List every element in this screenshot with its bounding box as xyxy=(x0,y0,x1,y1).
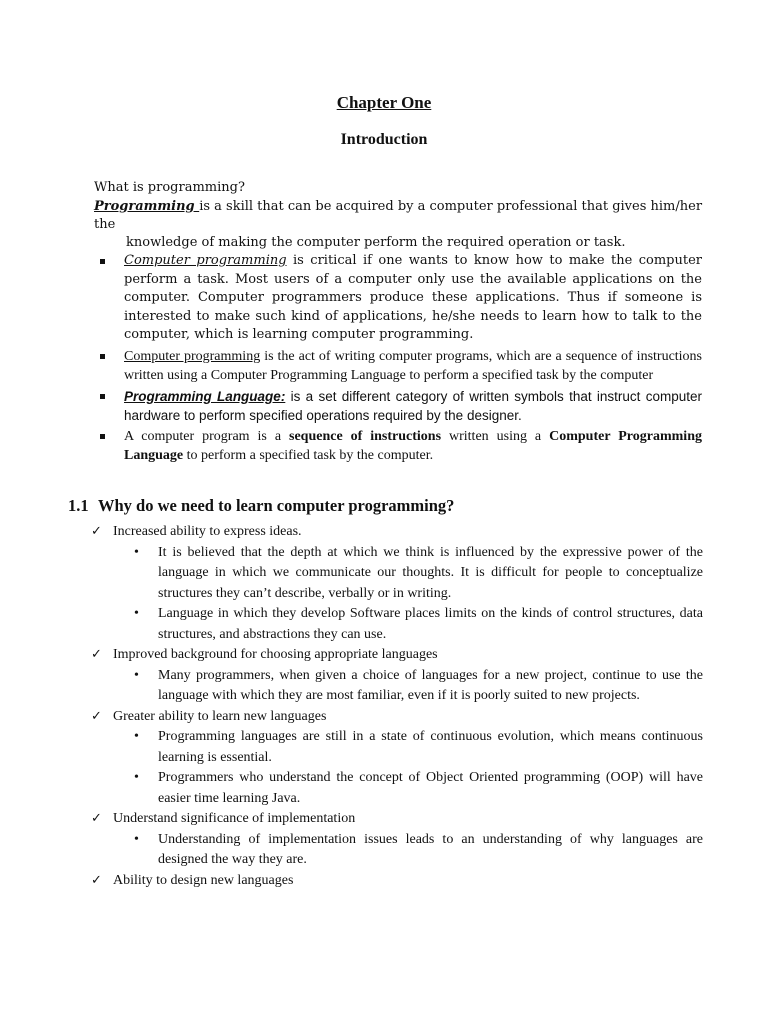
bullet-term: Computer programming xyxy=(124,253,287,268)
bullet-body-part: written using a xyxy=(441,428,550,444)
dot-bullet-icon: • xyxy=(134,729,139,744)
sub-item-text: It is believed that the depth at which we think is influenced by the expressive power of the language in which we communicate our thoughts. It is difficult for people to conceptualize structures they can’t describe, verbally or in writing. xyxy=(158,544,703,601)
list-item xyxy=(100,427,702,465)
bullet-body-part: A computer program is a xyxy=(124,428,289,444)
bullet-body: is a set different category of written symbols that instruct computer hardware to perform specified operations required by the designer. xyxy=(124,388,702,423)
sub-item-text: Programmers who understand the concept of Object Oriented programming (OOP) will have easier time learning Java. xyxy=(158,770,703,806)
dot-bullet-icon: • xyxy=(134,831,139,847)
bullet-body: is the act of writing computer programs, which are a sequence of instructions written using a Computer Programming Language to perform a specified task by the computer xyxy=(124,348,703,383)
checklist-label: Ability to design new languages xyxy=(113,872,294,888)
intro-question: What is programming? xyxy=(94,180,245,195)
checklist-item xyxy=(91,871,703,892)
section-heading xyxy=(68,496,454,516)
checklist-row xyxy=(91,522,703,543)
checklist-item xyxy=(91,809,703,871)
sub-item-text: Programming languages are still in a state of continuous evolution, which means continuous learning is essential. xyxy=(158,729,703,765)
checklist-label: Understand significance of implementation xyxy=(113,811,356,826)
checklist-label: Increased ability to express ideas. xyxy=(113,524,302,539)
sub-item xyxy=(134,830,703,871)
bullet-bold-phrase: sequence of instructions xyxy=(289,428,442,444)
square-bullet-icon xyxy=(100,434,105,439)
bullet-text xyxy=(124,427,702,465)
bullet-bold-phrase: Computer Programming Language xyxy=(124,428,702,463)
square-bullet-icon xyxy=(100,394,105,399)
list-item xyxy=(100,387,702,425)
bullet-text xyxy=(124,252,702,345)
list-item xyxy=(100,252,702,345)
checklist-item xyxy=(91,645,703,707)
check-icon: ✓ xyxy=(91,872,102,888)
bullet-term: Programming Language: xyxy=(124,388,286,404)
sub-item xyxy=(134,727,703,768)
checklist-row xyxy=(91,707,703,728)
checklist-item xyxy=(91,522,703,645)
bullet-text xyxy=(124,347,702,385)
chapter-subtitle: Introduction xyxy=(340,131,428,148)
check-icon: ✓ xyxy=(91,647,102,662)
checklist-row xyxy=(91,871,703,892)
bullet-list xyxy=(100,252,702,467)
dot-bullet-icon: • xyxy=(134,544,139,560)
sub-item xyxy=(134,604,703,645)
bullet-body-part: to perform a specified task by the computer. xyxy=(183,447,434,463)
check-icon: ✓ xyxy=(91,524,102,539)
section-number: 1.1 xyxy=(68,496,89,515)
checklist-row xyxy=(91,645,703,666)
checklist-label: Greater ability to learn new languages xyxy=(113,708,327,724)
dot-bullet-icon: • xyxy=(134,606,139,621)
definition-paragraph xyxy=(94,198,704,252)
check-icon: ✓ xyxy=(91,708,102,724)
square-bullet-icon xyxy=(100,259,105,264)
chapter-title: Chapter One xyxy=(336,93,432,112)
dot-bullet-icon: • xyxy=(134,667,139,683)
checklist-label: Improved background for choosing appropriate languages xyxy=(113,647,438,662)
definition-text-line-1: is a skill that can be acquired by a computer professional that gives him/her the xyxy=(94,199,703,232)
bullet-term: Computer programming xyxy=(124,348,261,364)
list-item xyxy=(100,347,702,385)
reasons-list xyxy=(91,522,703,891)
bullet-text xyxy=(124,387,702,425)
section-title: Why do we need to learn computer programming? xyxy=(98,496,455,515)
sub-item xyxy=(134,768,703,809)
definition-text-line-2: knowledge of making the computer perform the required operation or task. xyxy=(126,235,626,250)
sub-item-text: Language in which they develop Software places limits on the kinds of control structures, data structures, and abstractions they can use. xyxy=(158,606,703,642)
check-icon: ✓ xyxy=(91,811,102,826)
sub-item-text: Many programmers, when given a choice of languages for a new project, continue to use the language with which they are most familiar, even if it is poorly suited to new projects. xyxy=(158,667,703,703)
checklist-row xyxy=(91,809,703,830)
dot-bullet-icon: • xyxy=(134,770,139,785)
square-bullet-icon xyxy=(100,354,105,359)
bullet-body: is critical if one wants to know how to make the computer perform a task. Most users of a computer only use the available applications on the computer. Computer programmers produce these applications. Thus if someone is interested to make such kind of applications, he/she needs to learn how to talk to the computer, which is learning computer programming. xyxy=(124,253,702,342)
checklist-item xyxy=(91,707,703,810)
sub-item xyxy=(134,543,703,605)
sub-item xyxy=(134,666,703,707)
definition-term: Programming xyxy=(94,199,200,214)
sub-item-text: Understanding of implementation issues leads to an understanding of why languages are designed the way they are. xyxy=(158,831,703,867)
